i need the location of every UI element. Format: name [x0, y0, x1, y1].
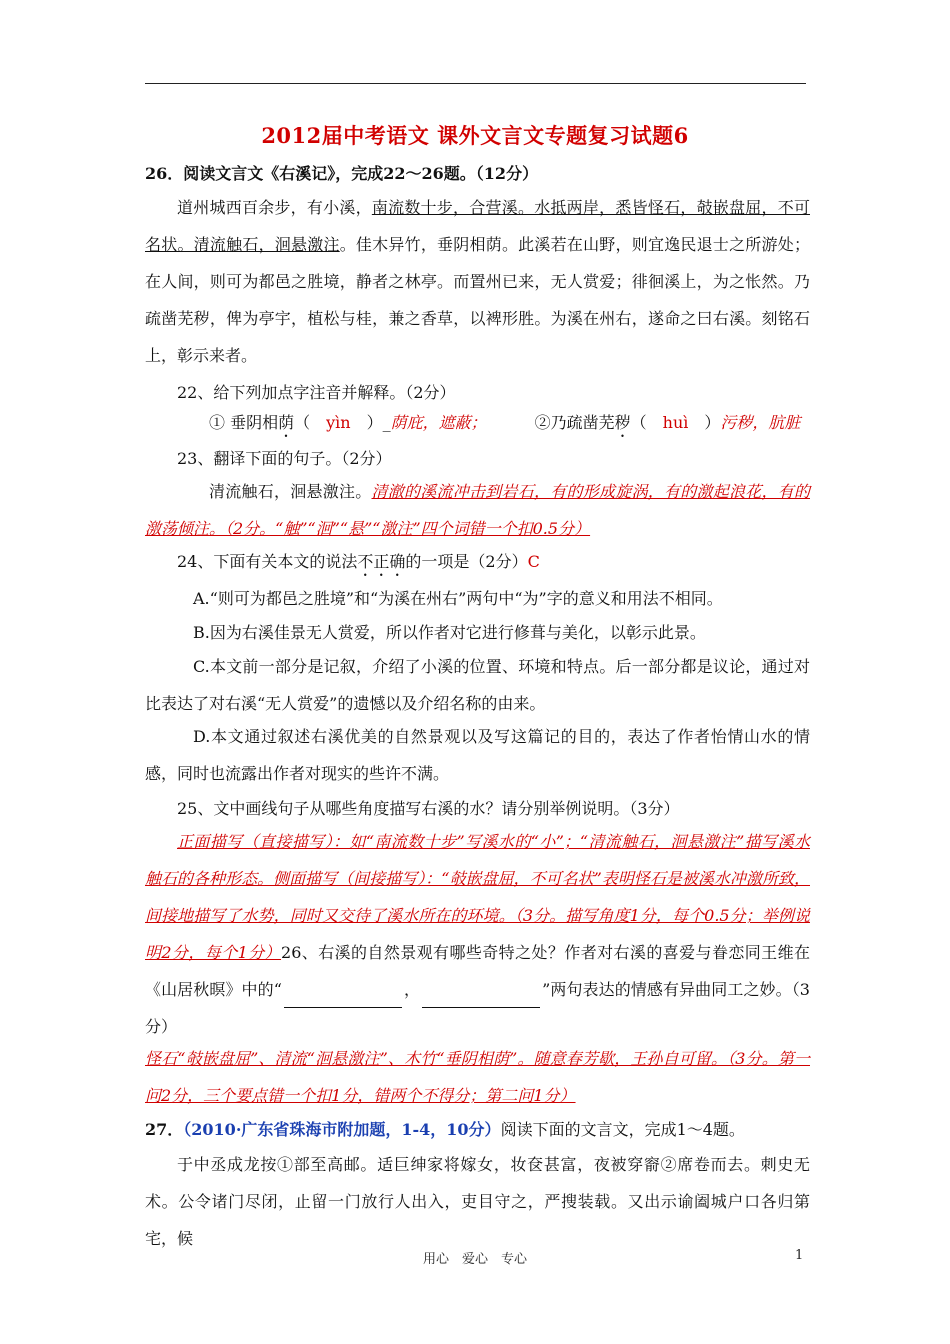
item-1-pinyin: yìn — [326, 413, 351, 432]
question-27-passage: 于中丞成龙按①部至高邮。适巨绅家将嫁女，妆奁甚富，夜被穿窬②席卷而去。刺史无术。公令诸门尽闭，止留一门放行人出入，吏目守之，严搜装载。又出示谕阖城户口各归第宅，候 — [145, 1155, 810, 1248]
paren: ） — [704, 413, 721, 432]
page-number: 1 — [795, 1248, 804, 1263]
question-26-heading: 26．阅读文言文《右溪记》，完成22～26题。（12分） — [145, 164, 539, 183]
item-2-dotted-char: 秽 — [614, 413, 631, 432]
item-1-text: ① 垂阴相 — [209, 413, 279, 432]
item-1-meaning: 荫庇，遮蔽； — [390, 413, 487, 432]
prompt-text: 24、下面有关本文的说法 — [177, 552, 358, 571]
footer-motto: 用心 爱心 专心 — [422, 1252, 527, 1267]
header-rule — [145, 83, 806, 84]
question-26-prompt-end: ”两句表达的情感有异曲同工之妙。（3分） — [145, 980, 810, 1036]
comma: ， — [403, 980, 421, 999]
question-23-prompt: 23、翻译下面的句子。（2分） — [177, 449, 392, 468]
page-title: 2012届中考语文 课外文言文专题复习试题6 — [261, 123, 689, 148]
underlined-sentence: 南流数十步，合营溪。水抵两岸，悉皆怪石，攲嵌盘屈，不可名状。清流触石，洄悬激注 — [145, 198, 810, 254]
question-25-prompt: 25、文中画线句子从哪些角度描写右溪的水？请分别举例说明。（3分） — [177, 799, 680, 818]
question-26-prompt: 26、右溪的自然景观有哪些奇特之处？作者对右溪的喜爱与眷恋同王维在《山居秋暝》中的“ — [145, 943, 810, 999]
question-25-answer: 正面描写（直接描写）：如“南流数十步”写溪水的“小”；“清流触石，洄悬激注”描写溪水触石的各种形态。侧面描写（间接描写）：“攲嵌盘屈，不可名状”表明怪石是被溪水冲激所致，间接地描写了水势，同时又交待了溪水所在的环境。（3分。描写角度1分，每个0.5分；举例说明2分，每个1分） — [145, 832, 810, 962]
item-2-text: ②乃疏凿芜 — [534, 413, 615, 432]
paren: （ — [630, 413, 647, 432]
question-24-answer: C — [527, 552, 540, 571]
translate-sentence: 清流触石，洄悬激注。 — [209, 482, 372, 501]
option-a: A.“则可为都邑之胜境”和“为溪在州右”两句中“为”字的意义和用法不相同。 — [193, 589, 723, 608]
question-source: （2010·广东省珠海市附加题，1-4，10分） — [183, 1120, 501, 1139]
answer-blank-2[interactable] — [422, 991, 540, 1008]
item-1-dotted-char: 荫 — [278, 413, 295, 432]
question-number: 27． — [145, 1120, 184, 1139]
option-c: C.本文前一部分是记叙，介绍了小溪的位置、环境和特点。后一部分都是议论，通过对比表达了对右溪“无人赏爱”的遗憾以及介绍名称的由来。 — [145, 657, 810, 713]
question-25-26-block — [145, 823, 810, 1045]
dotted-text: 不正确 — [357, 552, 406, 571]
answer-text: 怪石“攲嵌盘屈”、清流“洄悬激注”、木竹“垂阴相荫”。随意春芳歇，王孙自可留。（3分。第一问2分，三个要点错一个扣1分，错两个不得分；第二问1分） — [145, 1049, 810, 1105]
question-prompt: 阅读下面的文言文，完成1～4题。 — [500, 1120, 745, 1139]
question-23-answer: 清澈的溪流冲击到岩石，有的形成旋涡，有的激起浪花，有的激荡倾注。（2分。“触”“洄”“悬”“激注”四个词错一个扣0.5分） — [145, 482, 810, 538]
passage-youxiji — [145, 189, 810, 374]
passage-text: 。佳木异竹，垂阴相荫。此溪若在山野，则宜逸民退士之所游处；在人间，则可为都邑之胜境，静者之林亭。而置州已来，无人赏爱；徘徊溪上，为之怅然。乃疏凿芜秽，俾为亭宇，植松与桂，兼之香草，以裨形胜。为溪在州右，遂命之曰右溪。刻铭石上，彰示来者。 — [145, 235, 810, 365]
question-26-answer — [145, 1040, 810, 1114]
paren: ）_ — [366, 413, 391, 432]
item-2-pinyin: huì — [662, 413, 689, 432]
answer-blank-1[interactable] — [284, 991, 402, 1008]
question-22-prompt: 22、给下列加点字注音并解释。（2分） — [177, 383, 456, 402]
prompt-text: 的一项是（2分） — [405, 552, 528, 571]
question-23-body — [145, 473, 810, 547]
option-d: D.本文通过叙述右溪优美的自然景观以及写这篇记的目的，表达了作者怡情山水的情感，同时也流露出作者对现实的些许不满。 — [145, 727, 810, 783]
question-22-items — [145, 404, 810, 441]
paren: （ — [294, 413, 311, 432]
question-27-heading — [145, 1111, 810, 1148]
item-2-meaning: 污秽，肮脏 — [720, 413, 801, 432]
option-b: B.因为右溪佳景无人赏爱，所以作者对它进行修葺与美化，以彰示此景。 — [193, 623, 706, 642]
passage-text: 道州城西百余步，有小溪， — [177, 198, 372, 217]
question-24-prompt — [145, 543, 810, 580]
